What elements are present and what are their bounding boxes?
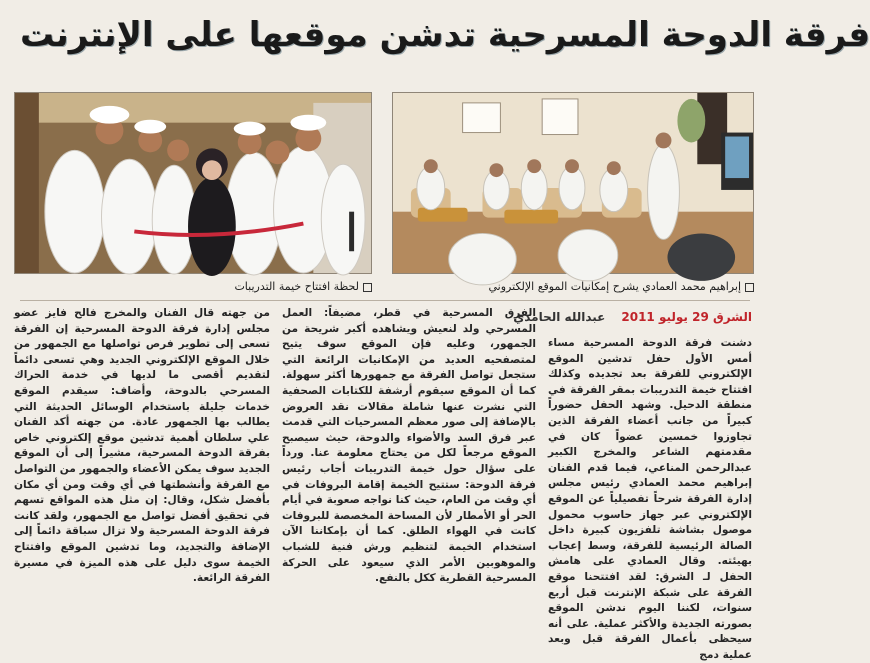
article-column-middle [282, 306, 536, 585]
byline-author: عبدالله الحامدي [513, 310, 606, 324]
caption-left [170, 279, 372, 295]
article-paragraph: الفرق المسرحية في قطر، مضيفاً: العمل المسرحي ولد لنعيش ويشاهده أكبر شريحة من الجمهور، وعليه فإن الموقع سوف يتيح لمتصفحيه العديد من الإمكانيات الرائعة التي ستجعل تواصل الفرقة مع جمهورها أكثر سهولة. كما أن الموقع سيقوم أرشفة للكتابات الصحفية التي نشرت عنها شاملة مقالات نقد العروض بالإضافة إلى صور معظم المسرحيات التي قدمت عبر فرق السد والأضواء والدوحة، حيث سيصبح الموقع مرجعاً لكل من يحتاج معلومة عنا. ورداً على سؤال حول خيمة التدريبات أجاب رئيس فرقة الدوحة: ستتيح الخيمة إقامة البروفات في أي وقت من العام، حيث كنا نواجه صعوبة في أيام الحر أو الأمطار لأن المساحة المخصصة للبروفات كانت في الهواء الطلق. كما أن بإمكاننا الآن استخدام الخيمة لتنظيم ورش فنية للشباب والموهوبين الأمر الذي سيعود على الحركة المسرحية القطرية ككل بالنفع. [282, 307, 536, 585]
caption-right [488, 279, 754, 295]
divider [20, 300, 750, 301]
headline [20, 6, 870, 64]
article-column-right [548, 336, 752, 661]
article-paragraph: من جهته قال الفنان والمخرج فالح فايز عضو مجلس إدارة فرقة الدوحة المسرحية إن الفرقة تسعى إلى تطوير فرص تواصلها مع الجمهور من خلال الموقع الإلكتروني الجديد وهي تسعى دائماً لتقديم أقصى ما لديها في خدمة الحراك المسرحي بالدوحة، وأضاف: سيقدم الموقع خدمات جليلة باستخدام الوسائل الحديثة التي يطالب بها الجمهور عادة. من جهته أكد الفنان علي سلطان أهمية تدشين موقع إلكتروني خاص بفرقة الدوحة المسرحية، مشيراً إلى أن الموقع الجديد سوف يمكن الأعضاء والجمهور من التواصل مع الفرقة وأنشطتها في أي وقت ومن أي مكان بأفضل شكل، وقال: إن مثل هذه المواقع تسهم في تحقيق أفضل تواصل مع الجمهور، ولقد كانت فرقة الدوحة المسرحية ولا تزال سباقة دائماً إلى الإضافة والتجديد، وما تدشين الموقع وافتتاح الخيمة سوى دليل على هذه الميزة في مسيرة الفرقة الرائعة. [14, 307, 270, 585]
caption-bullet-icon [363, 283, 372, 292]
photo-meeting-room [392, 92, 754, 274]
article-paragraph: دشنت فرقة الدوحة المسرحية مساء أمس الأول حفل تدشين الموقع الإلكتروني للفرقة بعد تجديده وكذلك افتتاح خيمة التدريبات بمقر الفرقة في منطقة الدحيل. وشهد الحفل حضوراً كبيراً من جانب أعضاء الفرقة الذين تجاوزوا خمسين عضواً كان في مقدمتهم الشاعر والمخرج الكبير عبدالرحمن المناعي، فيما قدم الفنان إبراهيم محمد العمادي رئيس مجلس إدارة الفرقة شرحاً تفصيلياً عن الموقع الإلكتروني عبر جهاز حاسوب محمول موصول بشاشة تلفزيون كبيرة داخل الصالة الرئيسية للفرقة، وسط إعجاب بهيئته. وقال العمادي على هامش الحفل لـ الشرق: لقد افتتحنا موقع الفرقة على شبكة الإنترنت قبل أربع سنوات، لكننا اليوم ندشن الموقع بصورته الجديدة والأكثر عملية. على أنه سيحظى بأعمال الفرقة قبل وبعد عملية دمج [548, 337, 752, 661]
photo-ribbon-cutting [14, 92, 372, 274]
byline [513, 305, 752, 329]
byline-source: الشرق 29 يوليو 2011 [621, 310, 752, 324]
caption-bullet-icon [745, 283, 754, 292]
article-column-left [14, 306, 270, 585]
headline-text: فرقة الدوحة المسرحية تدشن موقعها على الإنترنت [20, 15, 870, 55]
caption-left-text: لحظة افتتاح خيمة التدريبات [234, 280, 359, 293]
caption-right-text: إبراهيم محمد العمادي يشرح إمكانيات الموقع الإلكتروني [488, 280, 741, 293]
